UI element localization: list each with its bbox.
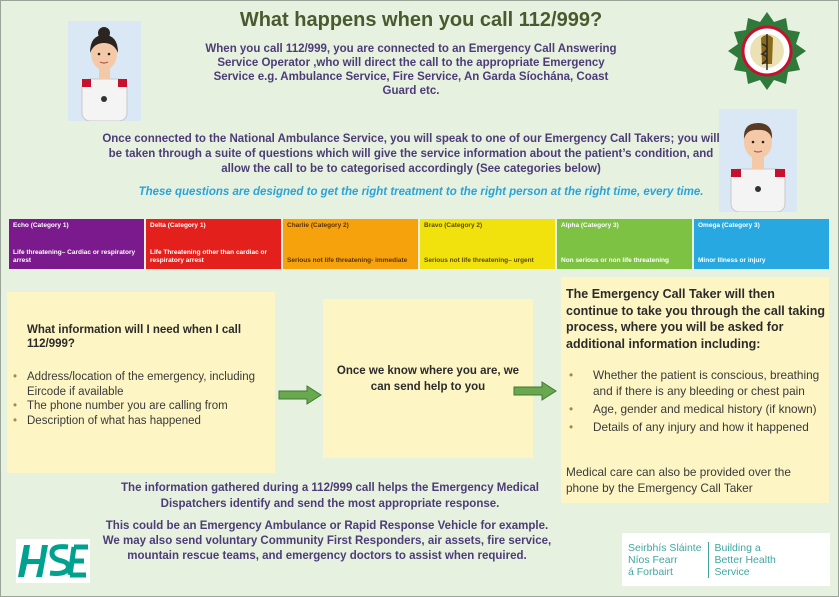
ambulance-service-crest-icon (726, 10, 808, 92)
brand-irish-text: Seirbhís Sláinte Níos Fearr á Forbairt (628, 542, 709, 578)
call-taker-paragraph: Once connected to the National Ambulance Service, you will speak to one of our Emergency Call Takers; you will be taken through a suite of questions which will give the service information about the patient’s condition, and allow the call to be to categorised accordingly (See categories below) (102, 133, 720, 175)
response-options-text: This could be an Emergency Ambulance or Rapid Response Vehicle for example. We may also send voluntary Community First Responders, air assets, fire service, mountain rescue teams, and emergency doctors to assist when required. (102, 520, 552, 562)
list-item: • Details of any injury and how it happened (569, 419, 827, 435)
category-desc: Life threatening– Cardiac or respiratory arrest (13, 249, 136, 264)
list-item: • Whether the patient is conscious, breathing and if there is any bleeding or chest pain (569, 367, 827, 399)
category-strip (9, 219, 829, 269)
call-taking-list (569, 367, 827, 437)
call-taking-heading: The Emergency Call Taker will then continue to take you through the call taking process, where you will be asked for additional information including: (566, 287, 826, 351)
category-desc: Serious not life threatening- immediate (287, 257, 408, 264)
medical-care-note: Medical care can also be provided over the phone by the Emergency Call Taker (566, 465, 791, 495)
category-name: Delta (Category 1) (150, 222, 206, 229)
list-item: • Description of what has happened (13, 414, 268, 429)
info-needed-box (7, 292, 275, 473)
category-omega (694, 219, 829, 269)
arrow-right-icon (277, 385, 323, 405)
category-desc: Minor Illness or injury (698, 257, 766, 264)
call-taking-process-box (561, 277, 829, 503)
intro-paragraph: When you call 112/999, you are connected to an Emergency Call Answering Service Operator ,who will direct the call to the appropriate Emergency Service e.g. Ambulance Service, Fire Service, An Garda Síochána, Coast Guard etc. (205, 43, 617, 97)
category-desc: Non serious or non life threatening (561, 257, 669, 264)
hse-logo (16, 539, 90, 583)
info-needed-heading: What information will I need when I call 112/999? (27, 324, 242, 350)
page-title: What happens when you call 112/999? (239, 9, 603, 31)
list-item: • Address/location of the emergency, including Eircode if available (13, 370, 268, 399)
female-paramedic-illustration (68, 21, 141, 121)
list-item: • Age, gender and medical history (if known) (569, 401, 827, 417)
category-desc: Serious not life threatening– urgent (424, 257, 534, 264)
help-on-way-box (323, 299, 533, 458)
brand-english-text: Building a Better Health Service (714, 541, 776, 578)
category-name: Charlie (Category 2) (287, 222, 349, 229)
right-treatment-tagline: These questions are designed to get the right treatment to the right person at the right time, every time. (138, 186, 704, 198)
list-item: • The phone number you are calling from (13, 399, 268, 414)
category-charlie (283, 219, 418, 269)
category-bravo (420, 219, 555, 269)
health-service-brand (622, 533, 830, 586)
help-on-way-text: Once we know where you are, we can send help to you (336, 365, 520, 393)
category-name: Alpha (Category 3) (561, 222, 619, 229)
category-name: Bravo (Category 2) (424, 222, 483, 229)
category-alpha (557, 219, 692, 269)
arrow-right-icon (512, 381, 558, 401)
category-echo (9, 219, 144, 269)
info-needed-list (13, 370, 268, 428)
category-name: Echo (Category 1) (13, 222, 69, 229)
category-desc: Life Threatening other than cardiac or respiratory arrest (150, 249, 268, 264)
category-name: Omega (Category 3) (698, 222, 760, 229)
category-delta (146, 219, 281, 269)
information-gathered-text: The information gathered during a 112/999 call helps the Emergency Medical Dispatchers identify and send the most appropriate response. (121, 482, 539, 510)
